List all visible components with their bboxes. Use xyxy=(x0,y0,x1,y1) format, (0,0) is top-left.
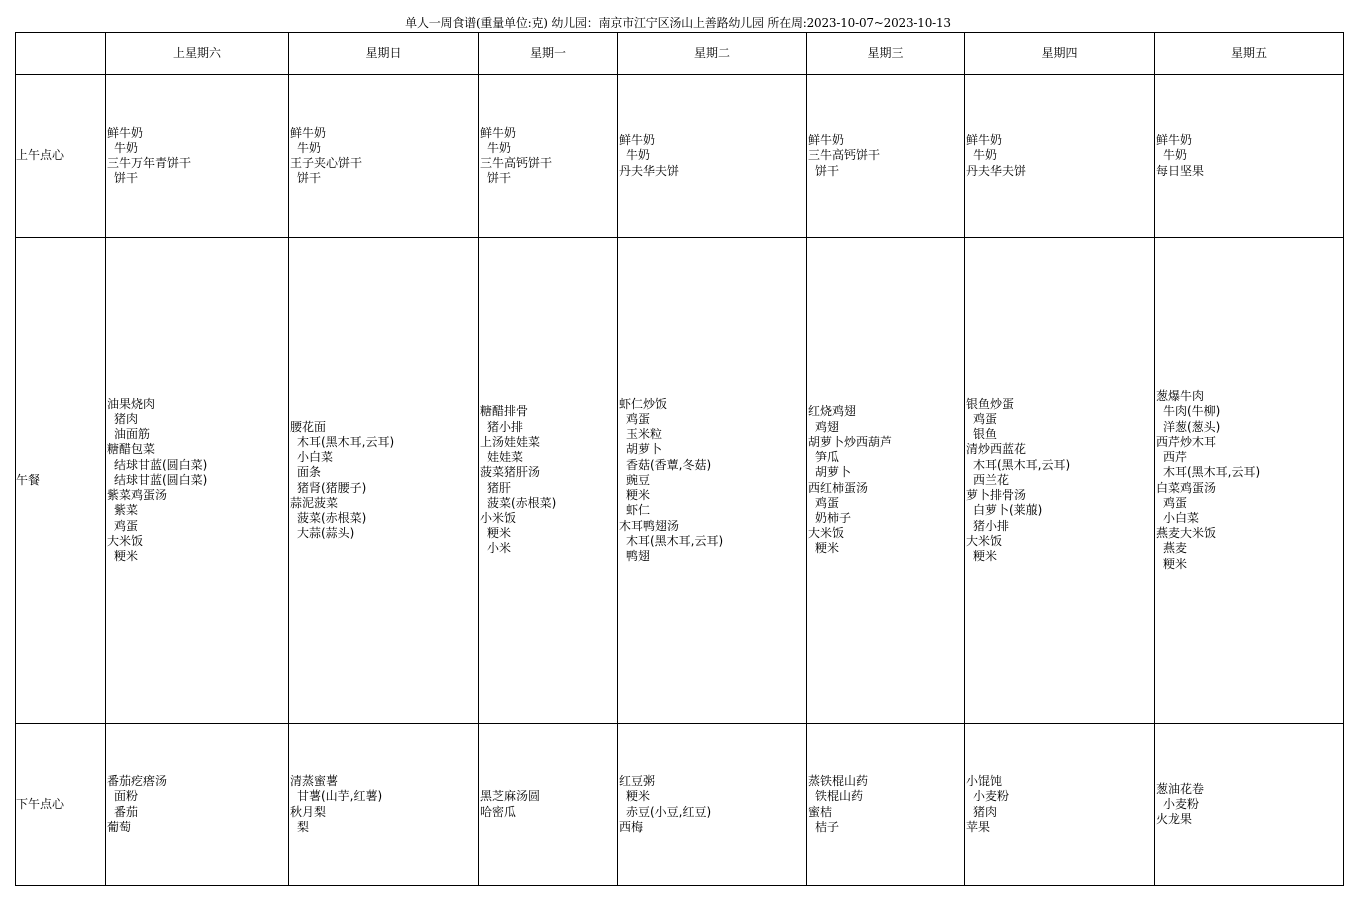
dish-name: 红豆粥 xyxy=(619,774,656,789)
ingredient: 洋葱(葱头) xyxy=(1163,419,1221,434)
dish-name: 腰花面 xyxy=(290,419,327,434)
dish-name: 糖醋包菜 xyxy=(107,442,156,457)
day-header: 星期四 xyxy=(965,33,1155,75)
menu-cell xyxy=(965,238,1155,724)
ingredient: 饼干 xyxy=(114,171,139,186)
ingredient: 牛奶 xyxy=(973,148,998,163)
header-row xyxy=(16,33,1344,75)
menu-cell xyxy=(1155,238,1344,724)
dish-name: 清炒西蓝花 xyxy=(966,442,1027,457)
ingredient: 燕麦 xyxy=(1163,541,1188,556)
dish-name: 油果烧肉 xyxy=(107,396,156,411)
weekly-menu-table xyxy=(15,32,1344,886)
dish-name: 木耳鸭翅汤 xyxy=(619,518,680,533)
dish-name: 菠菜猪肝汤 xyxy=(480,465,541,480)
ingredient: 鸡蛋 xyxy=(815,495,840,510)
menu-cell xyxy=(965,75,1155,238)
ingredient: 粳米 xyxy=(1163,556,1188,571)
ingredient: 猪肉 xyxy=(973,804,998,819)
dish-name: 黑芝麻汤圆 xyxy=(480,789,541,804)
dish-name: 燕麦大米饭 xyxy=(1156,526,1217,541)
dish-name: 葱油花卷 xyxy=(1156,781,1205,796)
day-header: 星期二 xyxy=(618,33,807,75)
meal-row-afternoon-snack xyxy=(16,724,1344,886)
dish-name: 上汤娃娃菜 xyxy=(480,434,541,449)
ingredient: 小麦粉 xyxy=(1163,796,1200,811)
ingredient: 香菇(香蕈,冬菇) xyxy=(626,457,712,472)
ingredient: 胡萝卜 xyxy=(626,442,663,457)
corner-cell xyxy=(16,33,106,75)
ingredient: 小米 xyxy=(487,541,512,556)
ingredient: 猪肾(猪腰子) xyxy=(297,480,367,495)
menu-cell xyxy=(965,724,1155,886)
ingredient: 牛奶 xyxy=(1163,148,1188,163)
ingredient: 西芹 xyxy=(1163,450,1188,465)
menu-cell xyxy=(807,75,965,238)
ingredient: 猪肉 xyxy=(114,412,139,427)
dish-name: 西红柿蛋汤 xyxy=(808,480,869,495)
dish-name: 每日坚果 xyxy=(1156,163,1205,178)
dish-name: 葱爆牛肉 xyxy=(1156,389,1205,404)
dish-name: 王子夹心饼干 xyxy=(290,156,363,170)
ingredient: 粳米 xyxy=(114,548,139,563)
ingredient: 豌豆 xyxy=(626,472,651,487)
dish-name: 鲜牛奶 xyxy=(107,125,144,140)
dish-name: 鲜牛奶 xyxy=(966,133,1003,148)
ingredient: 面条 xyxy=(297,465,322,480)
ingredient: 奶柿子 xyxy=(815,510,852,525)
dish-name: 银鱼炒蛋 xyxy=(966,396,1015,411)
ingredient: 牛奶 xyxy=(114,140,139,155)
dish-name: 丹夫华夫饼 xyxy=(619,163,680,178)
day-header: 星期一 xyxy=(479,33,618,75)
ingredient: 牛奶 xyxy=(487,140,512,155)
ingredient: 粳米 xyxy=(815,541,840,556)
ingredient: 饼干 xyxy=(815,163,840,178)
ingredient: 胡萝卜 xyxy=(815,465,852,480)
menu-cell xyxy=(807,238,965,724)
dish-name: 三牛高钙饼干 xyxy=(808,148,881,163)
ingredient: 粳米 xyxy=(626,488,651,503)
dish-name: 火龙果 xyxy=(1156,812,1193,827)
ingredient: 牛肉(牛柳) xyxy=(1163,404,1221,419)
menu-cell xyxy=(106,724,289,886)
ingredient: 银鱼 xyxy=(973,427,998,442)
ingredient: 赤豆(小豆,红豆) xyxy=(626,804,712,819)
dish-name: 西芹炒木耳 xyxy=(1156,434,1217,449)
dish-name: 蜜桔 xyxy=(808,804,833,819)
ingredient: 粳米 xyxy=(973,548,998,563)
dish-name: 鲜牛奶 xyxy=(619,133,656,148)
ingredient: 木耳(黑木耳,云耳) xyxy=(297,434,395,449)
ingredient: 木耳(黑木耳,云耳) xyxy=(973,457,1071,472)
ingredient: 大蒜(蒜头) xyxy=(297,526,355,541)
ingredient: 猪小排 xyxy=(487,419,524,434)
ingredient: 鸡蛋 xyxy=(1163,495,1188,510)
ingredient: 小麦粉 xyxy=(973,789,1010,804)
menu-cell xyxy=(618,75,807,238)
dish-name: 大米饭 xyxy=(966,533,1003,548)
ingredient: 粳米 xyxy=(487,526,512,541)
dish-name: 苹果 xyxy=(966,819,991,834)
ingredient: 梨 xyxy=(297,819,310,834)
meal-label: 午餐 xyxy=(16,238,106,724)
ingredient: 桔子 xyxy=(815,819,840,834)
ingredient: 猪肝 xyxy=(487,480,512,495)
dish-name: 西梅 xyxy=(619,819,644,834)
menu-cell xyxy=(289,238,479,724)
menu-cell xyxy=(289,75,479,238)
dish-name: 丹夫华夫饼 xyxy=(966,163,1027,178)
ingredient: 虾仁 xyxy=(626,503,651,518)
ingredient: 笋瓜 xyxy=(815,450,840,465)
ingredient: 结球甘蓝(圆白菜) xyxy=(114,472,208,487)
menu-cell xyxy=(1155,724,1344,886)
day-header: 上星期六 xyxy=(106,33,289,75)
menu-cell xyxy=(807,724,965,886)
menu-cell xyxy=(106,75,289,238)
ingredient: 结球甘蓝(圆白菜) xyxy=(114,457,208,472)
day-header: 星期三 xyxy=(807,33,965,75)
dish-name: 三牛万年青饼干 xyxy=(107,156,192,170)
ingredient: 鸡翅 xyxy=(815,419,840,434)
dish-name: 糖醋排骨 xyxy=(480,404,529,419)
dish-name: 哈密瓜 xyxy=(480,804,517,819)
dish-name: 鲜牛奶 xyxy=(1156,133,1193,148)
ingredient: 菠菜(赤根菜) xyxy=(487,495,557,510)
meal-label: 上午点心 xyxy=(16,75,106,238)
menu-cell xyxy=(618,238,807,724)
ingredient: 牛奶 xyxy=(626,148,651,163)
dish-name: 萝卜排骨汤 xyxy=(966,488,1027,503)
ingredient: 饼干 xyxy=(297,171,322,186)
ingredient: 鸡蛋 xyxy=(973,412,998,427)
dish-name: 紫菜鸡蛋汤 xyxy=(107,488,168,503)
dish-name: 大米饭 xyxy=(107,533,144,548)
ingredient: 猪小排 xyxy=(973,518,1010,533)
ingredient: 牛奶 xyxy=(297,140,322,155)
ingredient: 紫菜 xyxy=(114,503,139,518)
menu-cell xyxy=(1155,75,1344,238)
meal-row-morning-snack xyxy=(16,75,1344,238)
ingredient: 鸡蛋 xyxy=(114,518,139,533)
dish-name: 清蒸蜜薯 xyxy=(290,774,339,789)
dish-name: 胡萝卜炒西葫芦 xyxy=(808,434,893,449)
ingredient: 甘薯(山芋,红薯) xyxy=(297,789,383,804)
ingredient: 油面筋 xyxy=(114,427,151,442)
ingredient: 番茄 xyxy=(114,804,139,819)
ingredient: 木耳(黑木耳,云耳) xyxy=(1163,465,1261,480)
ingredient: 木耳(黑木耳,云耳) xyxy=(626,533,724,548)
day-header: 星期五 xyxy=(1155,33,1344,75)
ingredient: 小白菜 xyxy=(297,450,334,465)
ingredient: 娃娃菜 xyxy=(487,450,524,465)
menu-cell xyxy=(479,75,618,238)
menu-cell xyxy=(106,238,289,724)
dish-name: 葡萄 xyxy=(107,819,132,834)
meal-row-lunch xyxy=(16,238,1344,724)
ingredient: 粳米 xyxy=(626,789,651,804)
menu-cell xyxy=(479,238,618,724)
ingredient: 菠菜(赤根菜) xyxy=(297,510,367,525)
ingredient: 面粉 xyxy=(114,789,139,804)
dish-name: 蒜泥菠菜 xyxy=(290,495,339,510)
ingredient: 小白菜 xyxy=(1163,510,1200,525)
day-header: 星期日 xyxy=(289,33,479,75)
menu-cell xyxy=(289,724,479,886)
ingredient: 鸡蛋 xyxy=(626,412,651,427)
dish-name: 大米饭 xyxy=(808,526,845,541)
menu-cell xyxy=(479,724,618,886)
dish-name: 小馄饨 xyxy=(966,774,1003,789)
dish-name: 鲜牛奶 xyxy=(808,133,845,148)
dish-name: 秋月梨 xyxy=(290,804,327,819)
dish-name: 白菜鸡蛋汤 xyxy=(1156,480,1217,495)
ingredient: 饼干 xyxy=(487,171,512,186)
ingredient: 白萝卜(莱菔) xyxy=(973,503,1043,518)
ingredient: 西兰花 xyxy=(973,472,1010,487)
ingredient: 铁棍山药 xyxy=(815,789,864,804)
dish-name: 红烧鸡翅 xyxy=(808,404,857,419)
menu-cell xyxy=(618,724,807,886)
dish-name: 鲜牛奶 xyxy=(480,125,517,140)
ingredient: 玉米粒 xyxy=(626,427,663,442)
ingredient: 鸭翅 xyxy=(626,548,651,563)
meal-label: 下午点心 xyxy=(16,724,106,886)
dish-name: 小米饭 xyxy=(480,510,517,525)
dish-name: 虾仁炒饭 xyxy=(619,396,668,411)
dish-name: 鲜牛奶 xyxy=(290,125,327,140)
dish-name: 三牛高钙饼干 xyxy=(480,156,553,170)
dish-name: 番茄疙瘩汤 xyxy=(107,774,168,789)
dish-name: 蒸铁棍山药 xyxy=(808,774,869,789)
page-title: 单人一周食谱(重量单位:克) 幼儿园：南京市江宁区汤山上善路幼儿园 所在周:2023-10-07~2023-10-13 xyxy=(405,16,951,30)
